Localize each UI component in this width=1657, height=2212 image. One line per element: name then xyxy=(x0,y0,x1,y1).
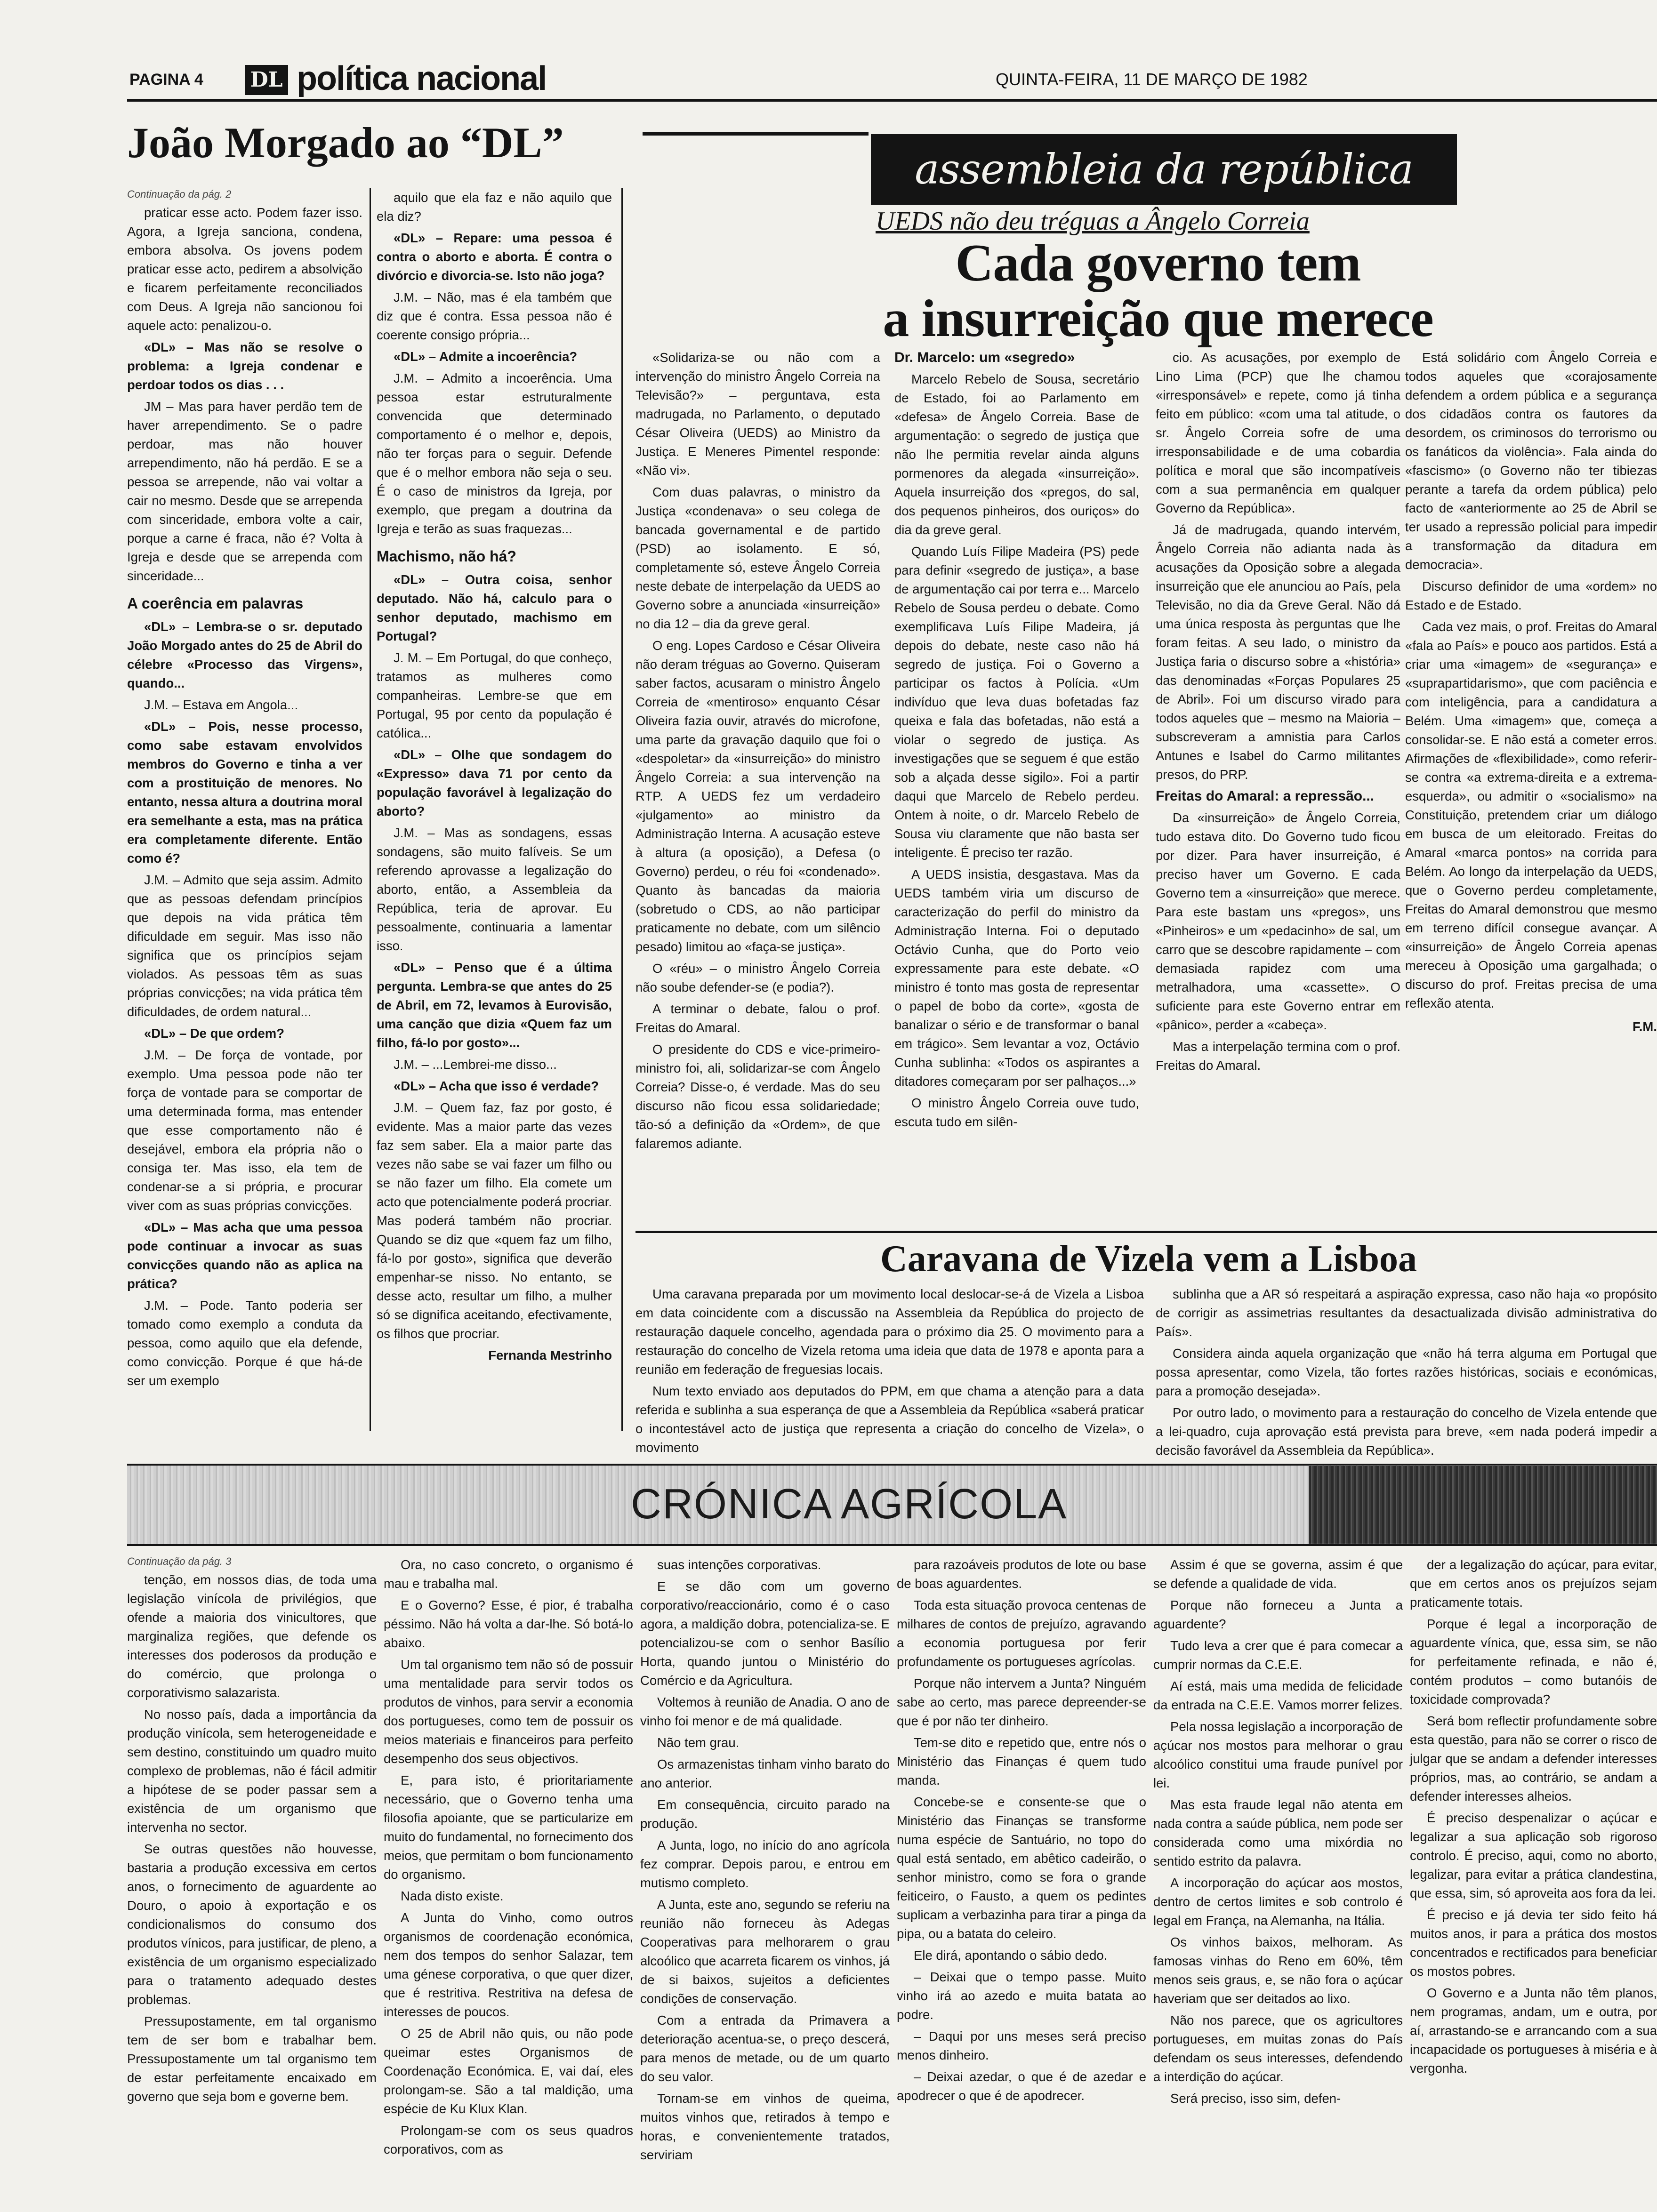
paragraph: Tornam-se em vinhos de queima, muitos vinhos que, retirados à tempo e horas, e convenientemente tratados, serviriam xyxy=(640,2091,890,2162)
subheading: A coerência em palavras xyxy=(127,595,304,612)
paragraph: Marcelo Rebelo de Sousa, secretário de Estado, foi ao Parlamento em «defesa» de Ângelo Correia. Base de argumentação: o segredo de justiça que não lhe permitia revelar ainda alguns pormenores da alegada «insurreição». Aquela insurreição dos «pregos, do sal, dos pequenos pinheiros, dos ouriços» do dia da greve geral. xyxy=(894,372,1139,537)
paragraph: É preciso despenalizar o açúcar e legalizar a sua aplicação sob rigoroso controlo. É preciso, aqui, como no aborto, legalizar, para evitar a prática clandestina, que essa, sim, só aproveita aos fora da lei. xyxy=(1410,1811,1657,1900)
caravana-column-2 xyxy=(1156,1285,1657,1458)
paragraph: aquilo que ela faz e não aquilo que ela diz? xyxy=(377,190,612,224)
paragraph: Aí está, mais uma medida de felicidade da entrada na C.E.E. Vamos morrer felizes. xyxy=(1153,1679,1403,1712)
paragraph: J.M. – Admito a incoerência. Uma pessoa estar estruturalmente convencida que determinado comportamento é o melhor e, depois, não ter forças para o seguir. Defende que é o melhor embora não seja o seu. É o caso de ministros da Igreja, por exemplo, que pregam a doutrina da Igreja e terão as suas fraquezas... xyxy=(377,371,612,536)
interview-question: «DL» – Acha que isso é verdade? xyxy=(394,1079,599,1093)
section-rule xyxy=(635,1231,1657,1233)
cronica-column-6 xyxy=(1410,1555,1657,2205)
interview-question: «DL» – De que ordem? xyxy=(144,1026,284,1041)
paragraph: Da «insurreição» de Ângelo Correia, tudo estava dito. Do Governo tudo ficou por dizer. Para haver insurreição, é preciso haver um Governo. E cada Governo tem a «insurreição» que merece. Para este bastam uns «pregos», uns «Pinheiros» e um «pedacinho» de sal, um carro que se descobre rapidamente – com demasiada rapidez com uma metralhadora, uma «cassette». O suficiente para este Governo entrar em «pânico», perder a «cabeça». xyxy=(1156,810,1400,1032)
paragraph: J.M. – ...Lembrei-me disso... xyxy=(394,1057,557,1072)
caravana-column-1 xyxy=(635,1285,1144,1455)
cronica-col5-body xyxy=(1153,1555,1403,2108)
caravana-col2-body xyxy=(1156,1285,1657,1460)
continuation-note: Continuação da pág. 3 xyxy=(127,1555,232,1567)
paragraph: Considera ainda aquela organização que «não há terra alguma em Portugal que possa apresentar, como Vizela, tão fortes razões históricas, sociais e económicas, para a promoção desejada». xyxy=(1156,1346,1657,1398)
paragraph: E, para isto, é prioritariamente necessário, que o Governo tenha uma filosofia apoiante, que se particularize em muito do fundamental, no fornecimento dos meios, que permitam o bom funcionamento do organismo. xyxy=(384,1773,633,1882)
dl-logo: DL xyxy=(245,65,288,95)
column-divider xyxy=(621,188,623,1431)
paragraph: A Junta do Vinho, como outros organismos de coordenação económica, nem dos tempos do senhor Salazar, tem uma génese corporativa, o que quer dizer, que é restritiva. Restritiva na defesa de interesses de poucos. xyxy=(384,1910,633,2019)
paragraph: O Governo e a Junta não têm planos, nem programas, andam, um e outra, por aí, arrastando-se e arrancando com a sua incapacidade os portugueses à miséria e à vergonha. xyxy=(1410,1986,1657,2076)
morgado-column-2 xyxy=(377,188,612,1431)
cronica-col3-body xyxy=(640,1555,890,2164)
issue-date: QUINTA-FEIRA, 11 DE MARÇO DE 1982 xyxy=(996,70,1308,89)
paragraph: O presidente do CDS e vice-primeiro-ministro foi, ali, solidarizar-se com Ângelo Correia? Disse-o, é verdade. Mas do seu discurso não ficou essa solidariedade; tão-só a definição da «Ordem», de que falaremos adiante. xyxy=(635,1042,880,1151)
subheading: Machismo, não há? xyxy=(377,548,516,565)
section-title: política nacional xyxy=(297,60,547,97)
interview-question: «DL» – Pois, nesse processo, como sabe estavam envolvidos membros do Governo e tinha a ver com a prostituição de menores. No entanto, nessa altura a doutrina moral era semelhante a esta, mas na prática era completamente diferente. Então como é? xyxy=(127,719,362,866)
assembleia-column-2 xyxy=(894,348,1139,1233)
interview-question: «DL» – Mas não se resolve o problema: a Igreja condenar e perdoar todos os dias . . . xyxy=(127,340,362,392)
paragraph: Pela nossa legislação a incorporação de açúcar nos mostos para melhorar o grau alcoólico constitui uma fraude punível por lei. xyxy=(1153,1719,1403,1790)
cronica-banner-shade xyxy=(1309,1466,1657,1544)
assembleia-col1-body xyxy=(635,348,880,1153)
morgado-col1-body xyxy=(127,203,362,1390)
paragraph: sublinha que a AR só respeitará a aspiração expressa, caso não haja «o propósito de corrigir as assimetrias resultantes da desactualizada divisão administrativa do País». xyxy=(1156,1287,1657,1339)
morgado-col2-body xyxy=(377,188,612,1343)
paragraph: para razoáveis produtos de lote ou base de boas aguardentes. xyxy=(897,1557,1146,1591)
paragraph: J.M. – Não, mas é ela também que diz que é contra. Essa pessoa não é coerente consigo própria... xyxy=(377,290,612,342)
header-rule xyxy=(127,99,1657,102)
cronica-title: CRÓNICA AGRÍCOLA xyxy=(631,1481,1068,1528)
paragraph: Será bom reflectir profundamente sobre esta questão, para não se correr o risco de julgar que se andam a defender interesses próprios, mas, ao contrário, se andam a defender interesses alheios. xyxy=(1410,1714,1657,1803)
paragraph: Mas esta fraude legal não atenta em nada contra a saúde pública, nem pode ser considerada como uma mixórdia no sentido estrito da palavra. xyxy=(1153,1797,1403,1868)
paragraph: Porque não intervem a Junta? Ninguém sabe ao certo, mas parece depreender-se que é por não ter dinheiro. xyxy=(897,1676,1146,1728)
interview-question: «DL» – Outra coisa, senhor deputado. Não há, calculo para o senhor deputado, machismo em Portugal? xyxy=(377,572,612,643)
paragraph: Porque não forneceu a Junta a aguardente? xyxy=(1153,1598,1403,1631)
paragraph: Concebe-se e consente-se que o Ministério das Finanças se transforme numa espécie de Santuário, no topo do qual está sentado, em abêtico cadeirão, o senhor ministro, como se fora o grande feiticeiro, o Fausto, a quem os pedintes suplicam a verbazinha para tirar a pinga da pipa, ou a batata do celeiro. xyxy=(897,1795,1146,1941)
paragraph: O eng. Lopes Cardoso e César Oliveira não deram tréguas ao Governo. Quiseram saber factos, acusaram o ministro Ângelo Correia de «mentiroso» enquanto César Oliveira fazia ouvir, através do microfone, uma parte da gravação daquilo que foi o «despoletar» da «insurreição» do ministro Ângelo Correia: a sua intervenção na RTP. A UEDS fez um verdadeiro «julgamento» ao ministro da Administração Interna. A acusação esteve à altura (a oposição), a Defesa (o Governo) perdeu, o réu foi «condenado». Quanto às bancadas da maioria (sobretudo o CDS, ao não participar praticamente no debate, com um silêncio pesado) limitou ao «faça-se justiça». xyxy=(635,638,880,954)
cronica-col6-body xyxy=(1410,1555,1657,2078)
paragraph: J.M. – Admito que seja assim. Admito que as pessoas defendam princípios que depois na vida prática têm dificuldade em seguir. Mas isso não significa que os princípios sejam violados. As pessoas têm as suas próprias convicções; na vida prática têm dificuldades, de ordem natural... xyxy=(127,873,362,1019)
cronica-col2-body xyxy=(384,1555,633,2159)
headline-line-2: a insurreição que merece xyxy=(883,289,1433,348)
paragraph: J.M. – Mas as sondagens, essas sondagens, são muito falíveis. Se um referendo aprovasse a legalização do aborto, então, a Assembleia da República, teria de aprovar. Eu pessoalmente, continuaria a lamentar isso. xyxy=(377,825,612,953)
caravana-headline: Caravana de Vizela vem a Lisboa xyxy=(880,1238,1417,1280)
page-label: PAGINA 4 xyxy=(129,71,203,88)
paragraph: O ministro Ângelo Correia ouve tudo, escuta tudo em silên- xyxy=(894,1096,1139,1129)
paragraph: O «réu» – o ministro Ângelo Correia não soube defender-se (e podia?). xyxy=(635,961,880,994)
paragraph: Um tal organismo tem não só de possuir uma mentalidade para servir todos os produtos de vinhos, para servir a economia dos portugueses, como tem de possuir os meios materiais e financeiros para perfeito desempenho dos seus objectivos. xyxy=(384,1657,633,1766)
paragraph: Pressupostamente, em tal organismo tem de ser bom e trabalhar bem. Pressupostamente um tal organismo tem de estar perfeitamente encaixado em governo que seja bom e governe bem. xyxy=(127,2014,377,2104)
cronica-column-2 xyxy=(384,1555,633,2205)
paragraph: Tem-se dito e repetido que, entre nós o Ministério das Finanças é quem tudo manda. xyxy=(897,1735,1146,1787)
paragraph: A Junta, este ano, segundo se referiu na reunião não forneceu às Adegas Cooperativas para melhorarem o grau alcoólico que acarreta ficarem os vinhos, já de si baixos, sujeitos a deficientes condições de conservação. xyxy=(640,1897,890,2006)
paragraph: Ora, no caso concreto, o organismo é mau e trabalha mal. xyxy=(384,1557,633,1591)
paragraph: Os armazenistas tinham vinho barato do ano anterior. xyxy=(640,1757,890,1790)
author-signature: Fernanda Mestrinho xyxy=(488,1348,612,1362)
paragraph: É preciso e já devia ter sido feito há muitos anos, ir para a prática dos mostos concentrados e rectificados para beneficiar os mostos pobres. xyxy=(1410,1907,1657,1979)
paragraph: Ele dirá, apontando o sábio dedo. xyxy=(914,1948,1108,1963)
paragraph: No nosso país, dada a importância da produção vinícola, sem heterogeneidade e sem destino, constituindo um quadro muito complexo de problemas, não é fácil admitir a hipótese de se poder passar sem a existência de um organismo que intervenha no sector. xyxy=(127,1707,377,1835)
cronica-column-5 xyxy=(1153,1555,1403,2205)
author-signature: F.M. xyxy=(1633,1019,1657,1034)
paragraph: J.M. – Pode. Tanto poderia ser tomado como exemplo a conduta da pessoa, como aquilo que ela defende, como convicção. Porque é que há-de ser um exemplo xyxy=(127,1298,362,1388)
paragraph: A Junta, logo, no início do ano agrícola fez comprar. Depois parou, e entrou em mutismo completo. xyxy=(640,1838,890,1890)
paragraph: Por outro lado, o movimento para a restauração do concelho de Vizela entende que a lei-quadro, cuja aprovação está prevista para breve, «em nada poderá impedir a decisão favorável da Assembleia da República». xyxy=(1156,1405,1657,1458)
paragraph: Toda esta situação provoca centenas de milhares de contos de prejuízo, agravando a economia portuguesa por ferir profundamente os portugueses agrícolas. xyxy=(897,1598,1146,1669)
interview-question: «DL» – Penso que é a última pergunta. Lembra-se que antes do 25 de Abril, em 72, levamos à Eurovisão, uma canção que dizia «Quem faz um filho, fá-lo por gosto»... xyxy=(377,960,612,1050)
paragraph: O 25 de Abril não quis, ou não pode queimar estes Organismos de Coordenação Económica. E, vai daí, eles prolongam-se. São a tal maldição, uma espécie de Ku Klux Klan. xyxy=(384,2026,633,2116)
paragraph: J.M. – Quem faz, faz por gosto, é evidente. Mas a maior parte das vezes faz sem saber. Ela a maior parte das vezes não sabe se vai fazer um filho ou se não fazer um filho. Ela comete um acto que potencialmente poderá procriar. Mas poderá também não procriar. Quando se diz que «quem faz um filho, fá-lo por gosto», significa que deverão empenhar-se nisso. No entanto, se desse acto, resultar um filho, a mulher só se dignifica aceitando, efectivamente, os filhos que procriar. xyxy=(377,1100,612,1341)
paragraph: der a legalização do açúcar, para evitar, que em certos anos os prejuízos sejam praticamente totais. xyxy=(1410,1557,1657,1610)
column-divider xyxy=(370,188,371,1431)
paragraph: J.M. – Estava em Angola... xyxy=(144,697,298,712)
paragraph: Voltemos à reunião de Anadia. O ano de vinho foi menor e de má qualidade. xyxy=(640,1695,890,1728)
subheading: Freitas do Amaral: a repressão... xyxy=(1156,788,1375,804)
paragraph: A terminar o debate, falou o prof. Freitas do Amaral. xyxy=(635,1002,880,1035)
caravana-col1-body xyxy=(635,1285,1144,1457)
morgado-column-1 xyxy=(127,188,362,1431)
cronica-col4-body xyxy=(897,1555,1146,2105)
paragraph: Não nos parece, que os agricultores portugueses, em muitas zonas do País defendam os seus interesses, defendendo a interdição do açúcar. xyxy=(1153,2013,1403,2084)
paragraph: J. M. – Em Portugal, do que conheço, tratamos as mulheres como companheiras. Lembre-se que em Portugal, 95 por cento da população é católica... xyxy=(377,650,612,740)
paragraph: «Solidariza-se ou não com a intervenção do ministro Ângelo Correia na Televisão?» – perguntava, esta madrugada, no Parlamento, o deputado César Oliveira (UEDS) ao Ministro da Justiça. E Meneres Pimentel responde: «Não vi». xyxy=(635,350,880,478)
cronica-col1-body xyxy=(127,1571,377,2106)
paragraph: Não tem grau. xyxy=(657,1735,740,1750)
paragraph: Uma caravana preparada por um movimento local deslocar-se-á de Vizela a Lisboa em data coincidente com a discussão na Assembleia da República do projecto de restauração daquele concelho, agendada para o próximo dia 25. O movimento para a restauração do concelho de Vizela retoma uma ideia que data de 1978 e aponta para a reunião em federação de freguesias locais. xyxy=(635,1287,1144,1377)
paragraph: Porque é legal a incorporação de aguardente vínica, que, essa sim, se não for perfeitamente refinada, e não é, contém produtos – como butanóis de toxicidade comprovada? xyxy=(1410,1617,1657,1707)
paragraph: Assim é que se governa, assim é que se defende a qualidade de vida. xyxy=(1153,1557,1403,1591)
paragraph: suas intenções corporativas. xyxy=(657,1557,821,1572)
continuation-note: Continuação da pág. 2 xyxy=(127,188,232,200)
headline-line-1: Cada governo tem xyxy=(955,234,1361,292)
paragraph: J.M. – De força de vontade, por exemplo. Uma pessoa pode não ter força de vontade para se comportar de uma determinada forma, mas entender que esse comportamento não é desejável, embora ela própria não o consiga ter. Mas isso, ela tem de condenar-se a si própria, e procurar viver com as suas próprias convicções. xyxy=(127,1048,362,1213)
subheading: Dr. Marcelo: um «segredo» xyxy=(894,350,1075,365)
paragraph: Será preciso, isso sim, defen- xyxy=(1170,2091,1341,2106)
headline-rule xyxy=(643,132,869,136)
morgado-headline: João Morgado ao “DL” xyxy=(127,119,564,167)
paragraph: Com a entrada da Primavera a deterioração acentua-se, o preço descerá, para menos de metade, ou de um quarto do seu valor. xyxy=(640,2013,890,2084)
assembleia-column-4 xyxy=(1405,348,1657,1233)
paragraph: Está solidário com Ângelo Correia e todos aqueles que «corajosamente defendem a ordem pública e a segurança dos cidadãos contra os fautores da desordem, os criminosos do terrorismo ou os fanáticos da violência». Fala ainda do «fascismo» (o Governo não ter tibiezas perante a tarefa da ordem pública) pelo facto de «anteriormente ao 25 de Abril se ter usado a repressão policial para impedir a transformação da ditadura em democracia». xyxy=(1405,350,1657,572)
paragraph: E o Governo? Esse, é pior, é trabalha péssimo. Não há volta a dar-lhe. Só botá-lo abaixo. xyxy=(384,1598,633,1650)
cronica-column-3 xyxy=(640,1555,890,2205)
interview-question: «DL» – Mas acha que uma pessoa pode continuar a invocar as suas convicções quando não as aplica na prática? xyxy=(127,1220,362,1291)
paragraph: Os vinhos baixos, melhoram. As famosas vinhas do Reno em 60%, têm menos seis graus, e, se não fora o açúcar haveriam que ser deitados ao lixo. xyxy=(1153,1935,1403,2006)
paragraph: A incorporação do açúcar aos mostos, dentro de certos limites e sob controlo é legal em França, na Alemanha, na Itália. xyxy=(1153,1875,1403,1928)
paragraph: – Daqui por uns meses será preciso menos dinheiro. xyxy=(897,2029,1146,2062)
paragraph: Com duas palavras, o ministro da Justiça «condenava» o seu colega de bancada governamental e de partido (PSD) ao isolamento. E só, completamente só, esteve Ângelo Correia neste debate de interpelação da UEDS ao Governo sobre a anunciada «insurreição» no dia 12 – dia da greve geral. xyxy=(635,485,880,631)
paragraph: – Deixai que o tempo passe. Muito vinho irá ao azedo e muita batata ao podre. xyxy=(897,1970,1146,2022)
paragraph: Quando Luís Filipe Madeira (PS) pede para definir «segredo de justiça», a base de argumentação cai por terra e... Marcelo Rebelo de Sousa perdeu o debate. Como exemplificava Luís Filipe Madeira, já depois do debate, neste caso não há segredo de justiça. Foi o Governo a participar os factos à Polícia. «Um indivíduo que leva duas bofetadas faz queixa e fala das bofetadas, não está a violar o segredo de justiça. As investigações que se seguem é que estão sob a alçada desse sigilo». Foi a partir daqui que Marcelo de Rebelo perdeu. Ontem à noite, o dr. Marcelo Rebelo de Sousa viu claramente que não basta ser inteligente. É preciso ter razão. xyxy=(894,544,1139,860)
paragraph: Prolongam-se com os seus quadros corporativos, com as xyxy=(384,2123,633,2156)
paragraph: Nada disto existe. xyxy=(401,1889,504,1903)
paragraph: Em consequência, circuito parado na produção. xyxy=(640,1797,890,1831)
paragraph: praticar esse acto. Podem fazer isso. Agora, a Igreja sanciona, condena, embora absolva. Os jovens podem praticar esse acto, pedirem a absolvição e ficarem perfeitamente reconciliados com Deus. A Igreja não sancionou foi aquele acto: penalizou-o. xyxy=(127,205,362,333)
paragraph: cio. As acusações, por exemplo de Lino Lima (PCP) que lhe chamou «irresponsável» e repete, como já tinha feito em público: «com uma tal atitude, o sr. Ângelo Correia sofre de uma irresponsabilidade e de uma cobardia política e moral que são incompatíveis com a sua permanência em qualquer Governo da República». xyxy=(1156,350,1400,515)
interview-question: «DL» – Repare: uma pessoa é contra o aborto e aborta. É contra o divórcio e divorcia-se. Isto não joga? xyxy=(377,231,612,283)
paragraph: – Deixai azedar, o que é de azedar e apodrecer o que é de apodrecer. xyxy=(897,2069,1146,2103)
paragraph: Num texto enviado aos deputados do PPM, em que chama a atenção para a data referida e sublinha a sua esperança de que a Assembleia da República «saberá praticar o incontestável acto de justiça que representa a criação do concelho de Vizela», o movimento xyxy=(635,1384,1144,1455)
assembleia-col3-body xyxy=(1156,348,1400,1075)
paragraph: Mas a interpelação termina com o prof. Freitas do Amaral. xyxy=(1156,1039,1400,1073)
assembleia-col2-body xyxy=(894,348,1139,1131)
assembleia-column-1 xyxy=(635,348,880,1233)
assembleia-column-3 xyxy=(1156,348,1400,1233)
paragraph: Tudo leva a crer que é para comecar a cumprir normas da C.E.E. xyxy=(1153,1638,1403,1672)
paragraph: A UEDS insistia, desgastava. Mas da UEDS também viria um discurso de caracterização do perfil do ministro da Administração Interna. Foi o deputado Octávio Cunha, que do Porto veio expressamente para este debate. «O ministro é tonto mas gosta de representar o papel de bobo da corte», «gosta de banalizar o sério e de transformar o banal em trágico». Sem levantar a voz, Octávio Cunha sublinha: «Todos os aspirantes a ditadores começaram por ser palhaços...» xyxy=(894,867,1139,1089)
assembleia-banner: assembleia da república xyxy=(871,134,1457,205)
article-kicker: UEDS não deu tréguas a Ângelo Correia xyxy=(876,207,1310,236)
paragraph: JM – Mas para haver perdão tem de haver arrependimento. Se o padre perdoar, mas não houver arrependimento, não há perdão. E se a pessoa se arrepende, não vai voltar a cair no mesmo. Desde que se arrependa com sinceridade, embora volte a cair, porque a carne é fraca, não é? Volta à Igreja e desde que se arrependa com sinceridade... xyxy=(127,399,362,583)
interview-question: «DL» – Lembra-se o sr. deputado João Morgado antes do 25 de Abril do célebre «Processo das Virgens», quando... xyxy=(127,619,362,690)
paragraph: tenção, em nossos dias, de toda uma legislação vinícola de privilégios, que ofende a maioria dos vinicultores, que marginaliza regiões, que defende os interesses dos poderosos da produção e do comércio, que prolonga o corporativismo salazarista. xyxy=(127,1572,377,1700)
paragraph: E se dão com um governo corporativo/reaccionário, como é o caso agora, a maldição dobra, potencializa-se. E potencializou-se com o senhor Basílio Horta, quando juntou o Ministério do Comércio e da Agricultura. xyxy=(640,1579,890,1688)
paragraph: Cada vez mais, o prof. Freitas do Amaral «fala ao País» e pouco aos partidos. Está a criar uma «imagem» de «segurança» e «suprapartidarismo», que com paciência e com inteligência, para a candidatura a Belém. Uma «imagem» que, começa a consolidar-se. E não está a cometer erros. Afirmações de «flexibilidade», como referir-se contra «a extrema-direita e a extrema-esquerda», ou admitir o «socialismo» na Constituição, pretendem criar um diálogo em busca de um eleitorado. Freitas do Amaral «marca pontos» na corrida para Belém. Ao longo da interpelação da UEDS, que o Governo perdeu completamente, Freitas do Amaral demonstrou que mesmo em terreno difícil consegue avançar. A «insurreição» de Ângelo Correia apenas mereceu à Oposição uma gargalhada; o discurso do prof. Freitas precisa de uma reflexão atenta. xyxy=(1405,619,1657,1010)
interview-question: «DL» – Olhe que sondagem do «Expresso» dava 71 por cento da população favorável à legalização do aborto? xyxy=(377,747,612,818)
paragraph: Já de madrugada, quando intervém, Ângelo Correia não adianta nada às acusações da Oposição sobre a alegada insurreição que ele anunciou ao País, pela Televisão, no dia da Greve Geral. Não dá uma única resposta às perguntas que lhe foram feitas. A seu lado, o ministro da Justiça faria o discurso sobre a «história» das denominadas «Forças Populares 25 de Abril». Foi um discurso virado para todos aqueles que – mesmo na Maioria – subscreveram a amnistia para Carlos Antunes e Isabel do Carmo militantes presos, do PRP. xyxy=(1156,522,1400,782)
cronica-column-1 xyxy=(127,1555,377,2205)
cronica-column-4 xyxy=(897,1555,1146,2205)
paragraph: Se outras questões não houvesse, bastaria a produção excessiva em certos anos, o fornecimento de aguardente ao Douro, o apoio à exportação e os condicionalismos do consumo dos produtos vínicos, para justificar, de pleno, a existência de um organismo especializado para o tratamento adequado destes problemas. xyxy=(127,1842,377,2007)
assembleia-col4-body xyxy=(1405,348,1657,1013)
paragraph: Discurso definidor de uma «ordem» no Estado e de Estado. xyxy=(1405,579,1657,612)
article-headline xyxy=(828,235,1488,346)
interview-question: «DL» – Admite a incoerência? xyxy=(394,349,578,364)
